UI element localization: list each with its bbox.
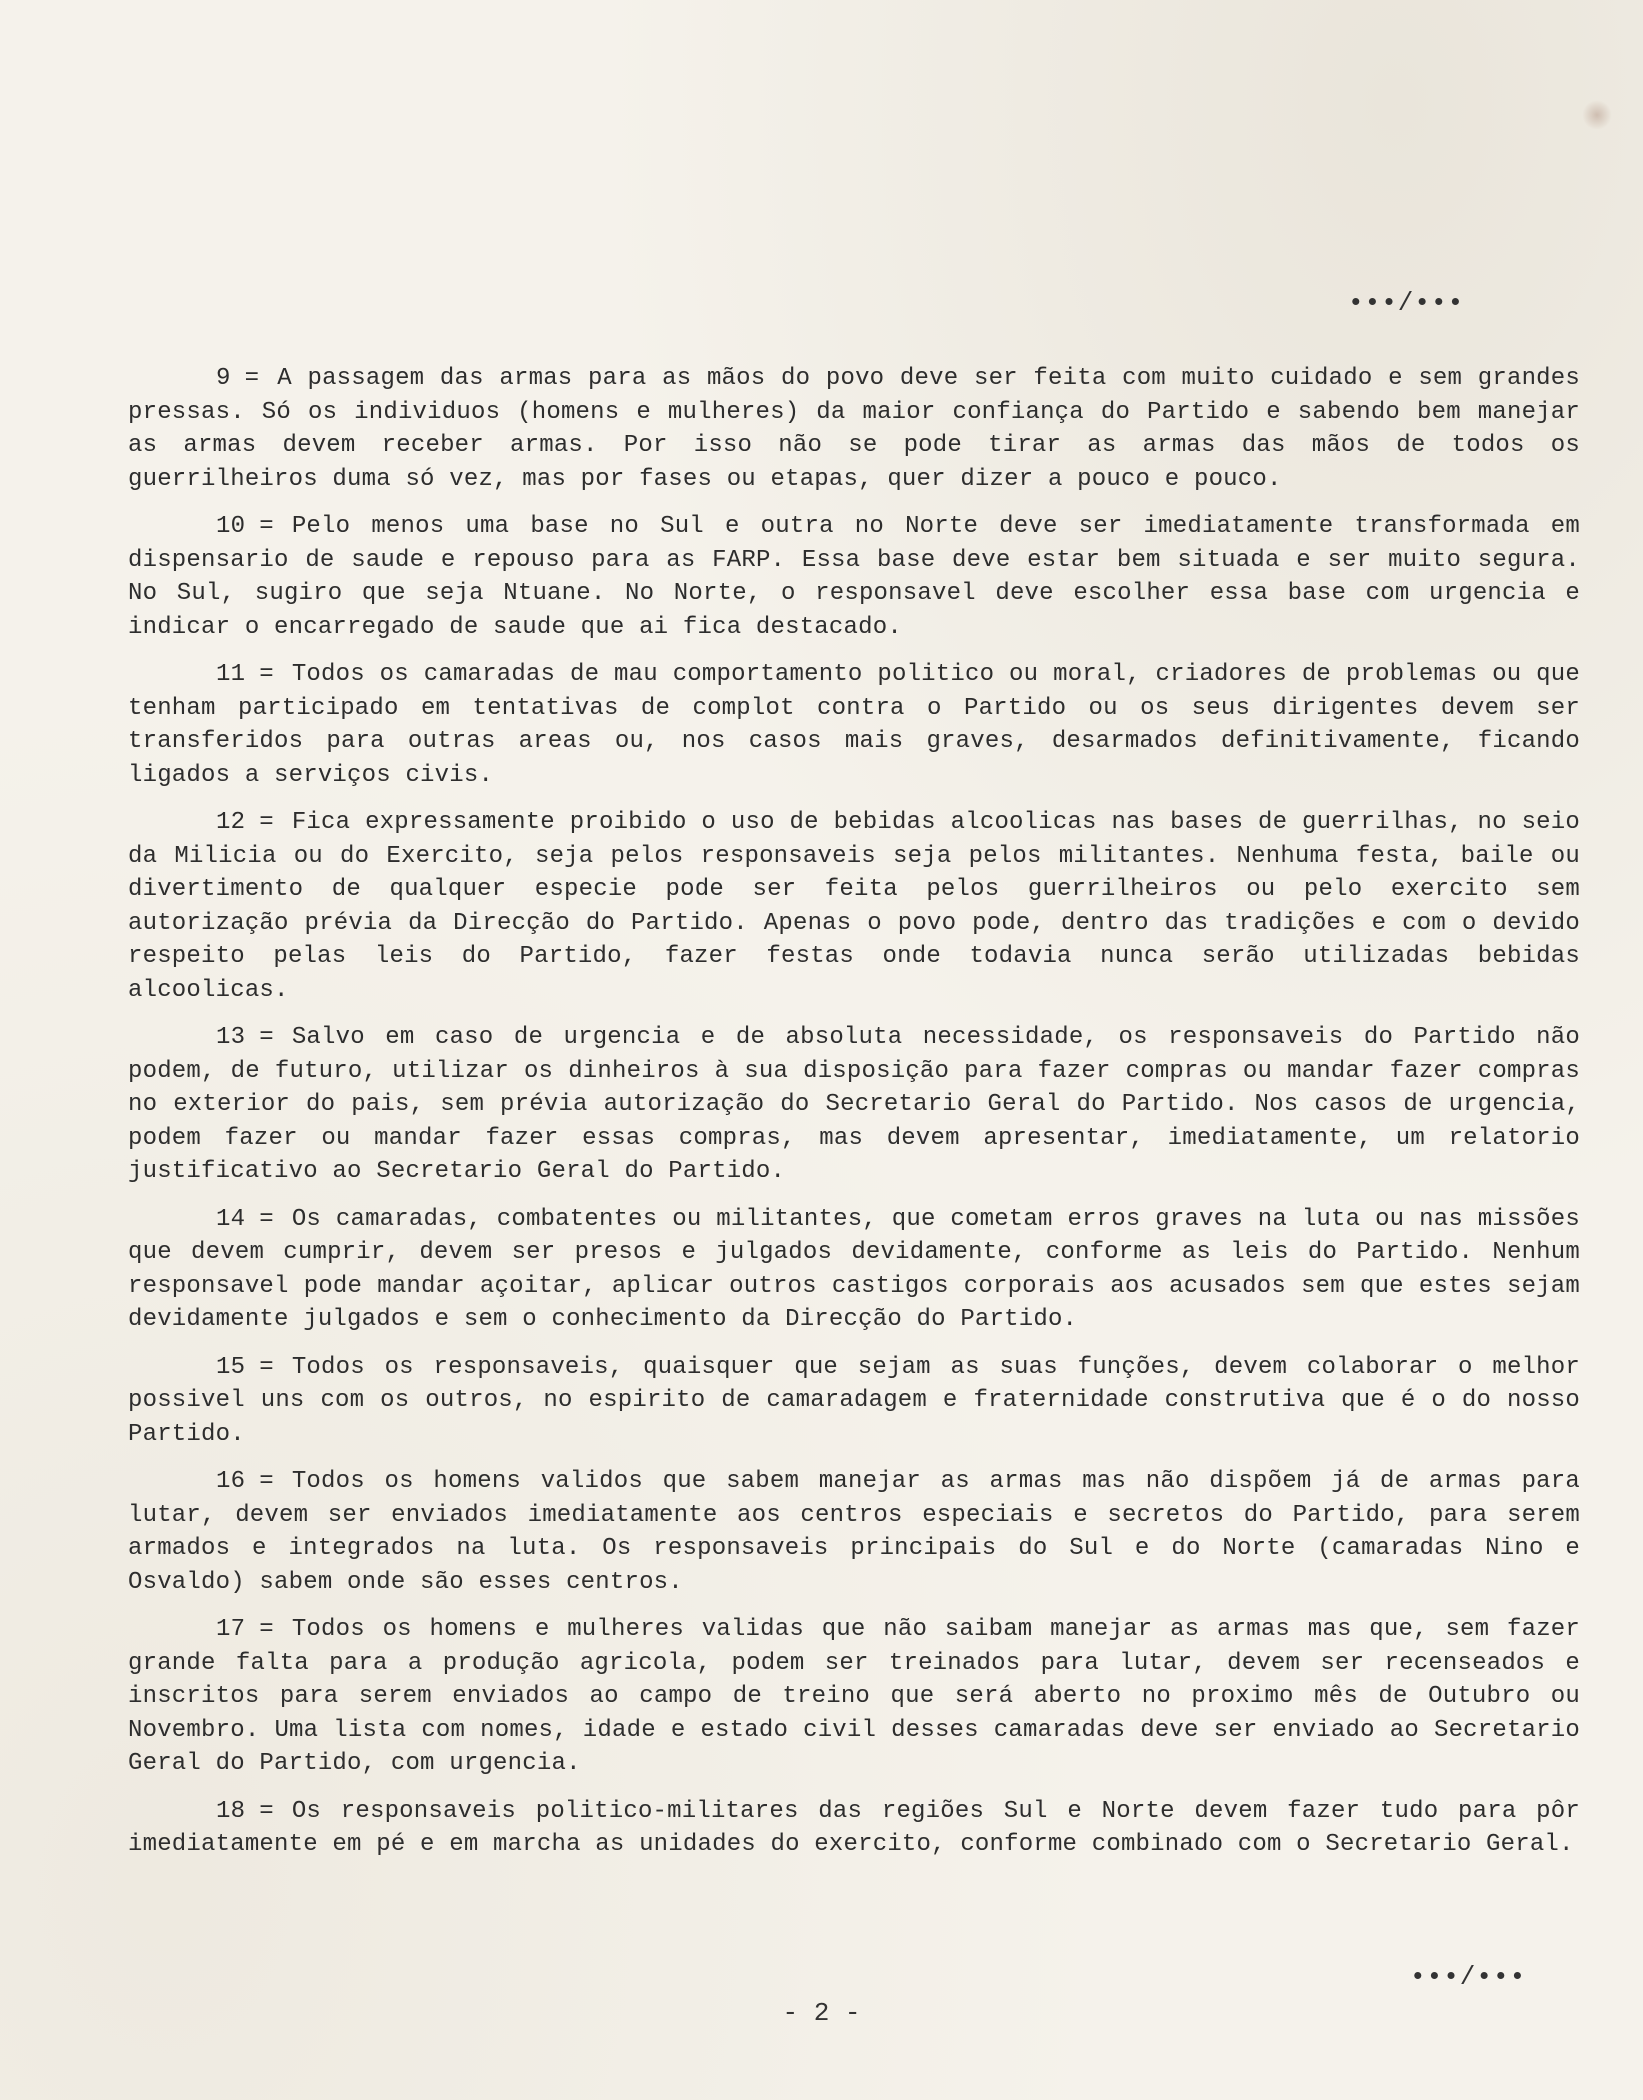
paragraph-14 — [128, 1203, 1580, 1337]
paragraph-12 — [128, 806, 1580, 1007]
paragraph-separator: = — [259, 1468, 274, 1495]
paragraph-text: Pelo menos uma base no Sul e outra no Norte deve ser imediatamente transformada em dispensario de saude e repouso para as FARP. Essa base deve estar bem situada e ser muito segura. No Sul, sugiro que seja Ntuane. No Norte, o responsavel deve escolher essa base com urgencia e indicar o encarregado de saude que ai fica destacado. — [128, 513, 1580, 641]
paragraph-separator: = — [244, 365, 260, 392]
paragraph-separator: = — [259, 1616, 274, 1643]
paragraph-text: Salvo em caso de urgencia e de absoluta necessidade, os responsaveis do Partido não podem, de futuro, utilizar os dinheiros à sua disposição para fazer compras ou mandar fazer compras no exterior do pais, sem prévia autorização do Secretario Geral do Partido. Nos casos de urgencia, podem fazer ou mandar fazer essas compras, mas devem apresentar, imediatamente, um relatorio justificativo ao Secretario Geral do Partido. — [128, 1024, 1580, 1185]
paragraph-17 — [128, 1613, 1580, 1781]
top-continuation-mark: •••/••• — [1348, 288, 1465, 318]
paragraph-number: 14 — [216, 1205, 246, 1233]
paragraph-18 — [128, 1795, 1580, 1862]
paragraph-10 — [128, 510, 1580, 644]
paragraph-number: 13 — [216, 1024, 246, 1051]
paragraph-separator: = — [259, 513, 274, 540]
paragraph-number: 16 — [216, 1468, 246, 1495]
paragraph-text: Todos os homens e mulheres validas que não saibam manejar as armas mas que, sem fazer grande falta para a produção agricola, podem ser treinados para lutar, devem ser recenseados e inscritos para serem enviados ao campo de treino que será aberto no proximo mês de Outubro ou Novembro. Uma lista com nomes, idade e estado civil desses camaradas deve ser enviado ao Secretario Geral do Partido, com urgencia. — [128, 1616, 1580, 1777]
paragraph-text: Fica expressamente proibido o uso de bebidas alcoolicas nas bases de guerrilhas, no seio da Milicia ou do Exercito, seja pelos responsaveis seja pelos militantes. Nenhuma festa, baile ou divertimento de qualquer especie pode ser feita pelos guerrilheiros ou pelo exercito sem autorização prévia da Direcção do Partido. Apenas o povo pode, dentro das tradições e com o devido respeito pelas leis do Partido, fazer festas onde todavia nunca serão utilizadas bebidas alcoolicas. — [128, 809, 1580, 1004]
paragraph-16 — [128, 1465, 1580, 1599]
paragraph-separator: = — [259, 1353, 274, 1381]
paragraph-text: Os camaradas, combatentes ou militantes, que cometam erros graves na luta ou nas missões que devem cumprir, devem ser presos e julgados devidamente, conforme as leis do Partido. Nenhum responsavel pode mandar açoitar, aplicar outros castigos corporais aos acusados sem que estes sejam devidamente julgados e sem o conhecimento da Direcção do Partido. — [128, 1205, 1580, 1333]
document-body — [128, 362, 1580, 1876]
paragraph-text: Os responsaveis politico-militares das regiões Sul e Norte devem fazer tudo para pôr imediatamente em pé e em marcha as unidades do exercito, conforme combinado com o Secretario Geral. — [128, 1797, 1580, 1858]
paragraph-13 — [128, 1021, 1580, 1189]
paragraph-number: 15 — [216, 1353, 246, 1381]
paragraph-separator: = — [259, 1797, 274, 1825]
paragraph-text: A passagem das armas para as mãos do povo deve ser feita com muito cuidado e sem grandes pressas. Só os individuos (homens e mulheres) da maior confiança do Partido e sabendo bem manejar as armas devem receber armas. Por isso não se pode tirar as armas das mãos de todos os guerrilheiros duma só vez, mas por fases ou etapas, quer dizer a pouco e pouco. — [128, 365, 1580, 493]
paragraph-number: 17 — [216, 1616, 246, 1643]
paragraph-number: 18 — [216, 1797, 246, 1825]
paragraph-text: Todos os homens validos que sabem manejar as armas mas não dispõem já de armas para lutar, devem ser enviados imediatamente aos centros especiais e secretos do Partido, para serem armados e integrados na luta. Os responsaveis principais do Sul e do Norte (camaradas Nino e Osvaldo) sabem onde são esses centros. — [128, 1468, 1580, 1596]
paragraph-text: Todos os responsaveis, quaisquer que sejam as suas funções, devem colaborar o melhor possivel uns com os outros, no espirito de camaradagem e fraternidade construtiva que é o do nosso Partido. — [128, 1353, 1580, 1448]
paragraph-number: 10 — [216, 513, 246, 540]
paragraph-separator: = — [259, 1205, 274, 1233]
paragraph-separator: = — [259, 1024, 274, 1051]
paragraph-text: Todos os camaradas de mau comportamento politico ou moral, criadores de problemas ou que tenham participado em tentativas de complot contra o Partido ou os seus dirigentes devem ser transferidos para outras areas ou, nos casos mais graves, desarmados definitivamente, ficando ligados a serviços civis. — [128, 661, 1580, 789]
paragraph-separator: = — [259, 661, 274, 688]
bottom-continuation-mark: •••/••• — [1410, 1962, 1527, 1992]
paragraph-11 — [128, 658, 1580, 792]
paragraph-separator: = — [259, 809, 274, 836]
paragraph-15 — [128, 1351, 1580, 1452]
paragraph-9 — [128, 362, 1580, 496]
paper-stain — [1582, 100, 1612, 130]
page-number: - 2 - — [782, 1998, 861, 2028]
paragraph-number: 11 — [216, 661, 246, 688]
paragraph-number: 12 — [216, 809, 246, 836]
paragraph-number: 9 — [216, 365, 231, 392]
